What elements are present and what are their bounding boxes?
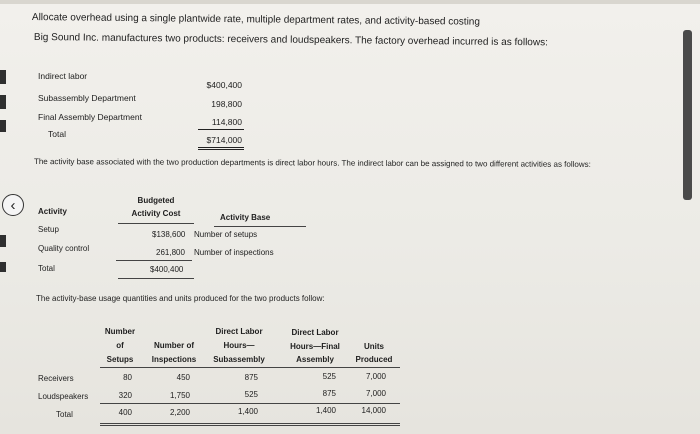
back-button[interactable] <box>2 194 24 216</box>
problem-description: Big Sound Inc. manufactures two products: receivers and loudspeakers. The factory overhead incurred is as follows: <box>33 32 548 49</box>
col-header-dl-subassembly: Subassembly <box>213 355 265 364</box>
chevron-left-icon: ‹ <box>10 196 16 214</box>
activity-name: Quality control <box>38 244 90 253</box>
total-rule <box>100 423 400 424</box>
cell-inspections: 450 <box>176 373 190 382</box>
activity-intro: The activity base associated with the two production departments is direct labor hours. The indirect labor can be assigned to two different activities as follows: <box>33 157 591 169</box>
left-edge-mark <box>0 95 6 109</box>
problem-title: Allocate overhead using a single plantwide rate, multiple department rates, and activity-based costing <box>31 12 481 28</box>
subtotal-rule <box>198 129 244 130</box>
col-header-units: Produced <box>355 355 393 364</box>
cell-dl-sub: 1,400 <box>237 407 258 416</box>
scrollbar[interactable] <box>683 30 692 200</box>
activity-total-cost: $400,400 <box>150 265 184 274</box>
cell-inspections: 1,750 <box>169 391 190 400</box>
col-header-units: Units <box>364 342 384 351</box>
overhead-label: Final Assembly Department <box>38 112 142 122</box>
total-rule <box>118 278 194 279</box>
col-header-budgeted: Budgeted <box>137 196 175 205</box>
left-edge-mark <box>0 120 6 132</box>
col-header-setups: of <box>116 341 124 350</box>
activity-cost: 261,800 <box>156 248 185 257</box>
cell-inspections: 2,200 <box>169 408 190 417</box>
header-rule <box>214 226 306 227</box>
col-header-activity-cost: Activity Cost <box>131 209 181 218</box>
cell-units: 7,000 <box>365 372 386 381</box>
overhead-label: Subassembly Department <box>38 93 136 103</box>
total-rule <box>198 147 244 148</box>
total-rule <box>198 149 244 150</box>
top-edge <box>0 0 700 4</box>
cell-setups: 320 <box>118 391 132 400</box>
overhead-value: 198,800 <box>211 99 242 109</box>
total-rule <box>100 425 400 426</box>
col-header-setups: Setups <box>106 355 134 364</box>
col-header-inspections: Inspections <box>151 355 197 364</box>
activity-base: Number of setups <box>194 230 258 239</box>
col-header-dl-final: Direct Labor <box>291 328 339 337</box>
row-label: Receivers <box>38 374 74 383</box>
col-header-setups: Number <box>104 327 136 336</box>
cell-dl-final: 525 <box>322 372 336 381</box>
row-label: Total <box>56 410 73 419</box>
col-header-dl-final: Assembly <box>296 355 334 364</box>
cell-units: 14,000 <box>361 406 386 415</box>
left-edge-mark <box>0 70 6 84</box>
subtotal-rule <box>116 260 192 261</box>
activity-name: Setup <box>38 225 59 234</box>
subtotal-rule <box>100 403 400 404</box>
col-header-inspections: Number of <box>154 341 194 350</box>
overhead-total-label: Total <box>48 129 66 139</box>
overhead-label: Indirect labor <box>38 71 88 81</box>
col-header-dl-final: Hours—Final <box>290 342 340 351</box>
activity-total-label: Total <box>38 264 55 273</box>
cell-setups: 80 <box>123 373 132 382</box>
col-header-dl-subassembly: Direct Labor <box>215 327 263 336</box>
col-header-activity: Activity <box>38 207 67 216</box>
usage-intro: The activity-base usage quantities and units produced for the two products follow: <box>36 294 325 303</box>
col-header-activity-base: Activity Base <box>220 213 271 222</box>
overhead-total-value: $714,000 <box>206 135 242 145</box>
header-rule <box>100 367 400 368</box>
left-edge-mark <box>0 262 6 272</box>
left-edge-mark <box>0 235 6 247</box>
header-rule <box>118 223 194 224</box>
cell-dl-final: 1,400 <box>315 406 336 415</box>
col-header-dl-subassembly: Hours— <box>223 341 255 350</box>
overhead-value: 114,800 <box>211 117 242 127</box>
overhead-value: $400,400 <box>206 80 242 90</box>
row-label: Loudspeakers <box>38 392 89 401</box>
activity-base: Number of inspections <box>194 248 274 257</box>
cell-setups: 400 <box>118 408 132 417</box>
cell-dl-final: 875 <box>322 389 336 398</box>
cell-dl-sub: 875 <box>244 373 258 382</box>
activity-cost: $138,600 <box>152 230 186 239</box>
cell-units: 7,000 <box>365 389 386 398</box>
cell-dl-sub: 525 <box>244 390 258 399</box>
